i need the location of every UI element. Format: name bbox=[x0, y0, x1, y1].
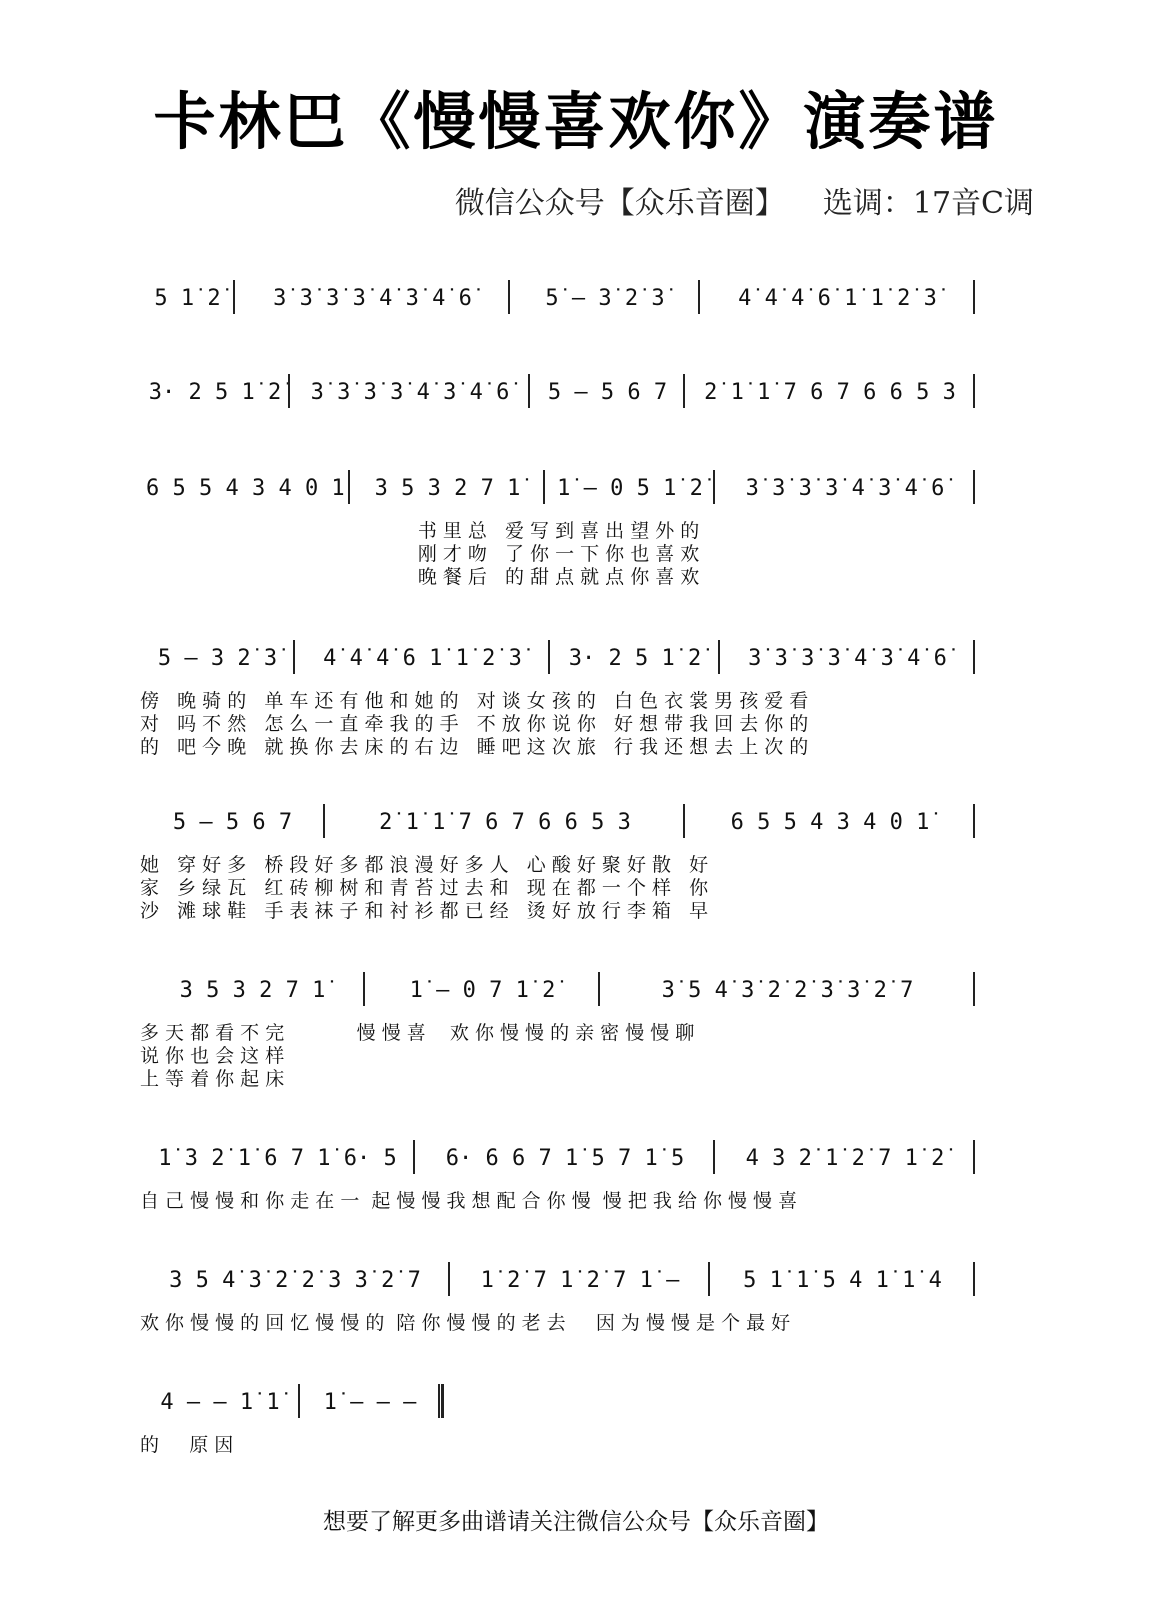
lyric-line: 书 里 总 爱 写 到 喜 出 望 外 的 bbox=[140, 520, 700, 542]
measure: 5 1̇ 2̇ bbox=[154, 285, 221, 311]
measure: 6· 6 6 7 1̇ 5 7 1̇ 5 bbox=[445, 1145, 685, 1171]
notes-row bbox=[140, 466, 980, 510]
lyric-line: 傍 晚 骑 的 单 车 还 有 他 和 她 的 对 谈 女 孩 的 白 色 衣 裳 男 孩 爱 看 bbox=[140, 690, 809, 712]
measure: 3̇ 5 4̇ 3̇ 2̇ 2̇ 3̇ 3̇ 2̇ 7 bbox=[661, 977, 914, 1003]
lyric-line: 说 你 也 会 这 样 bbox=[140, 1045, 285, 1067]
measure: 5 1̇ 1̇ 5 4 1̇ 1̇ 4 bbox=[743, 1267, 942, 1293]
lyric-line: 的 吧 今 晚 就 换 你 去 床 的 右 边 睡 吧 这 次 旅 行 我 还 想 去 上 次 的 bbox=[140, 736, 809, 758]
lyric-line: 刚 才 吻 了 你 一 下 你 也 喜 欢 bbox=[140, 543, 700, 565]
lyric-line: 自 己 慢 慢 和 你 走 在 一 起 慢 慢 我 想 配 合 你 慢 慢 把 我 给 你 慢 慢 喜 bbox=[140, 1190, 798, 1212]
final-barline bbox=[438, 1384, 444, 1418]
measure: 3· 2 5 1̇ 2̇ bbox=[568, 645, 702, 671]
lyric-line: 家 乡 绿 瓦 红 砖 柳 树 和 青 苔 过 去 和 现 在 都 一 个 样 你 bbox=[140, 877, 709, 899]
measure: 3̇ 3̇ 3̇ 3̇ 4̇ 3̇ 4̇ 6̇ bbox=[748, 645, 947, 671]
lyric-line: 的 原 因 bbox=[140, 1434, 234, 1456]
measure: 3̇ 3̇ 3̇ 3̇ 4̇ 3̇ 4̇ 6̇ bbox=[273, 285, 472, 311]
measure: 4 3 2̇ 1̇ 2̇ 7 1̇ 2̇ bbox=[745, 1145, 945, 1171]
lyric-line: 晚 餐 后 的 甜 点 就 点 你 喜 欢 bbox=[140, 566, 700, 588]
measure: 5 – 5 6 7 bbox=[172, 809, 293, 835]
barline bbox=[973, 972, 975, 1006]
lyric-line: 上 等 着 你 起 床 bbox=[140, 1068, 285, 1090]
lyric-line: 她 穿 好 多 桥 段 好 多 都 浪 漫 好 多 人 心 酸 好 聚 好 散 好 bbox=[140, 854, 709, 876]
measure: 2̇ 1̇ 1̇ 7 6 7 6 6 5 3 bbox=[379, 809, 631, 835]
barline bbox=[973, 280, 975, 314]
measure: 1̇ 3 2̇ 1̇ 6 7 1̇ 6· 5 bbox=[158, 1145, 397, 1171]
barline bbox=[973, 1262, 975, 1296]
measure: 5 – 5 6 7 bbox=[547, 379, 668, 405]
measure: 6 5 5 4 3 4 0 1̇ bbox=[730, 809, 930, 835]
notes-row bbox=[140, 1258, 980, 1302]
notes-row bbox=[140, 636, 980, 680]
measure: 4 – – 1̇ 1̇ bbox=[160, 1389, 280, 1415]
page-title: 卡林巴《慢慢喜欢你》演奏谱 bbox=[153, 85, 999, 158]
measure: 5 – 3 2̇ 3̇ bbox=[157, 645, 278, 671]
barline bbox=[973, 804, 975, 838]
notes-row bbox=[140, 1380, 980, 1424]
measure: 1̇ – – – bbox=[323, 1389, 417, 1415]
measure: 5̇ – 3̇ 2̇ 3̇ bbox=[545, 285, 665, 311]
measure: 1̇ 2̇ 7 1̇ 2̇ 7 1̇ – bbox=[480, 1267, 680, 1293]
footer-text: 想要了解更多曲谱请关注微信公众号【众乐音圈】 bbox=[323, 1509, 829, 1535]
notes-row bbox=[140, 800, 980, 844]
measure: 6 5 5 4 3 4 0 1̇ bbox=[146, 475, 345, 501]
notes-row bbox=[140, 1136, 980, 1180]
measure: 3̇ 3̇ 3̇ 3̇ 4̇ 3̇ 4̇ 6̇ bbox=[310, 379, 510, 405]
measure: 1̇ – 0 5 1̇ 2̇ bbox=[557, 475, 703, 501]
notes-row bbox=[140, 968, 980, 1012]
barline bbox=[973, 374, 975, 408]
measure: 3 5 4̇ 3̇ 2̇ 2̇ 3 3̇ 2̇ 7 bbox=[169, 1267, 421, 1293]
measure: 1̇ – 0 7 1̇ 2̇ bbox=[409, 977, 556, 1003]
subtitle: 微信公众号【众乐音圈】 选调：17音C调 bbox=[454, 186, 1034, 221]
lyric-line: 多 天 都 看 不 完 慢 慢 喜 欢 你 慢 慢 的 亲 密 慢 慢 聊 bbox=[140, 1022, 695, 1044]
lyric-line: 欢 你 慢 慢 的 回 忆 慢 慢 的 陪 你 慢 慢 的 老 去 因 为 慢 慢 是 个 最 好 bbox=[140, 1312, 791, 1334]
measure: 4̇ 4̇ 4̇ 6 1̇ 1̇ 2̇ 3̇ bbox=[323, 645, 522, 671]
notes-row bbox=[140, 276, 980, 320]
measure: 3· 2 5 1̇ 2̇ bbox=[148, 379, 282, 405]
measure: 3̇ 3̇ 3̇ 3̇ 4̇ 3̇ 4̇ 6̇ bbox=[745, 475, 945, 501]
lyric-line: 对 吗 不 然 怎 么 一 直 牵 我 的 手 不 放 你 说 你 好 想 带 我 回 去 你 的 bbox=[140, 713, 809, 735]
barline bbox=[973, 640, 975, 674]
measure: 2̇ 1̇ 1̇ 7 6 7 6 6 5 3 bbox=[704, 379, 956, 405]
lyric-line: 沙 滩 球 鞋 手 表 袜 子 和 衬 衫 都 已 经 烫 好 放 行 李 箱 早 bbox=[140, 900, 709, 922]
measure: 3 5 3 2 7 1̇ bbox=[179, 977, 326, 1003]
barline bbox=[973, 470, 975, 504]
barline bbox=[973, 1140, 975, 1174]
measure: 4̇ 4̇ 4̇ 6̇ 1̇ 1̇ 2̇ 3̇ bbox=[738, 285, 937, 311]
notes-row bbox=[140, 370, 980, 414]
measure: 3 5 3 2 7 1̇ bbox=[374, 475, 521, 501]
